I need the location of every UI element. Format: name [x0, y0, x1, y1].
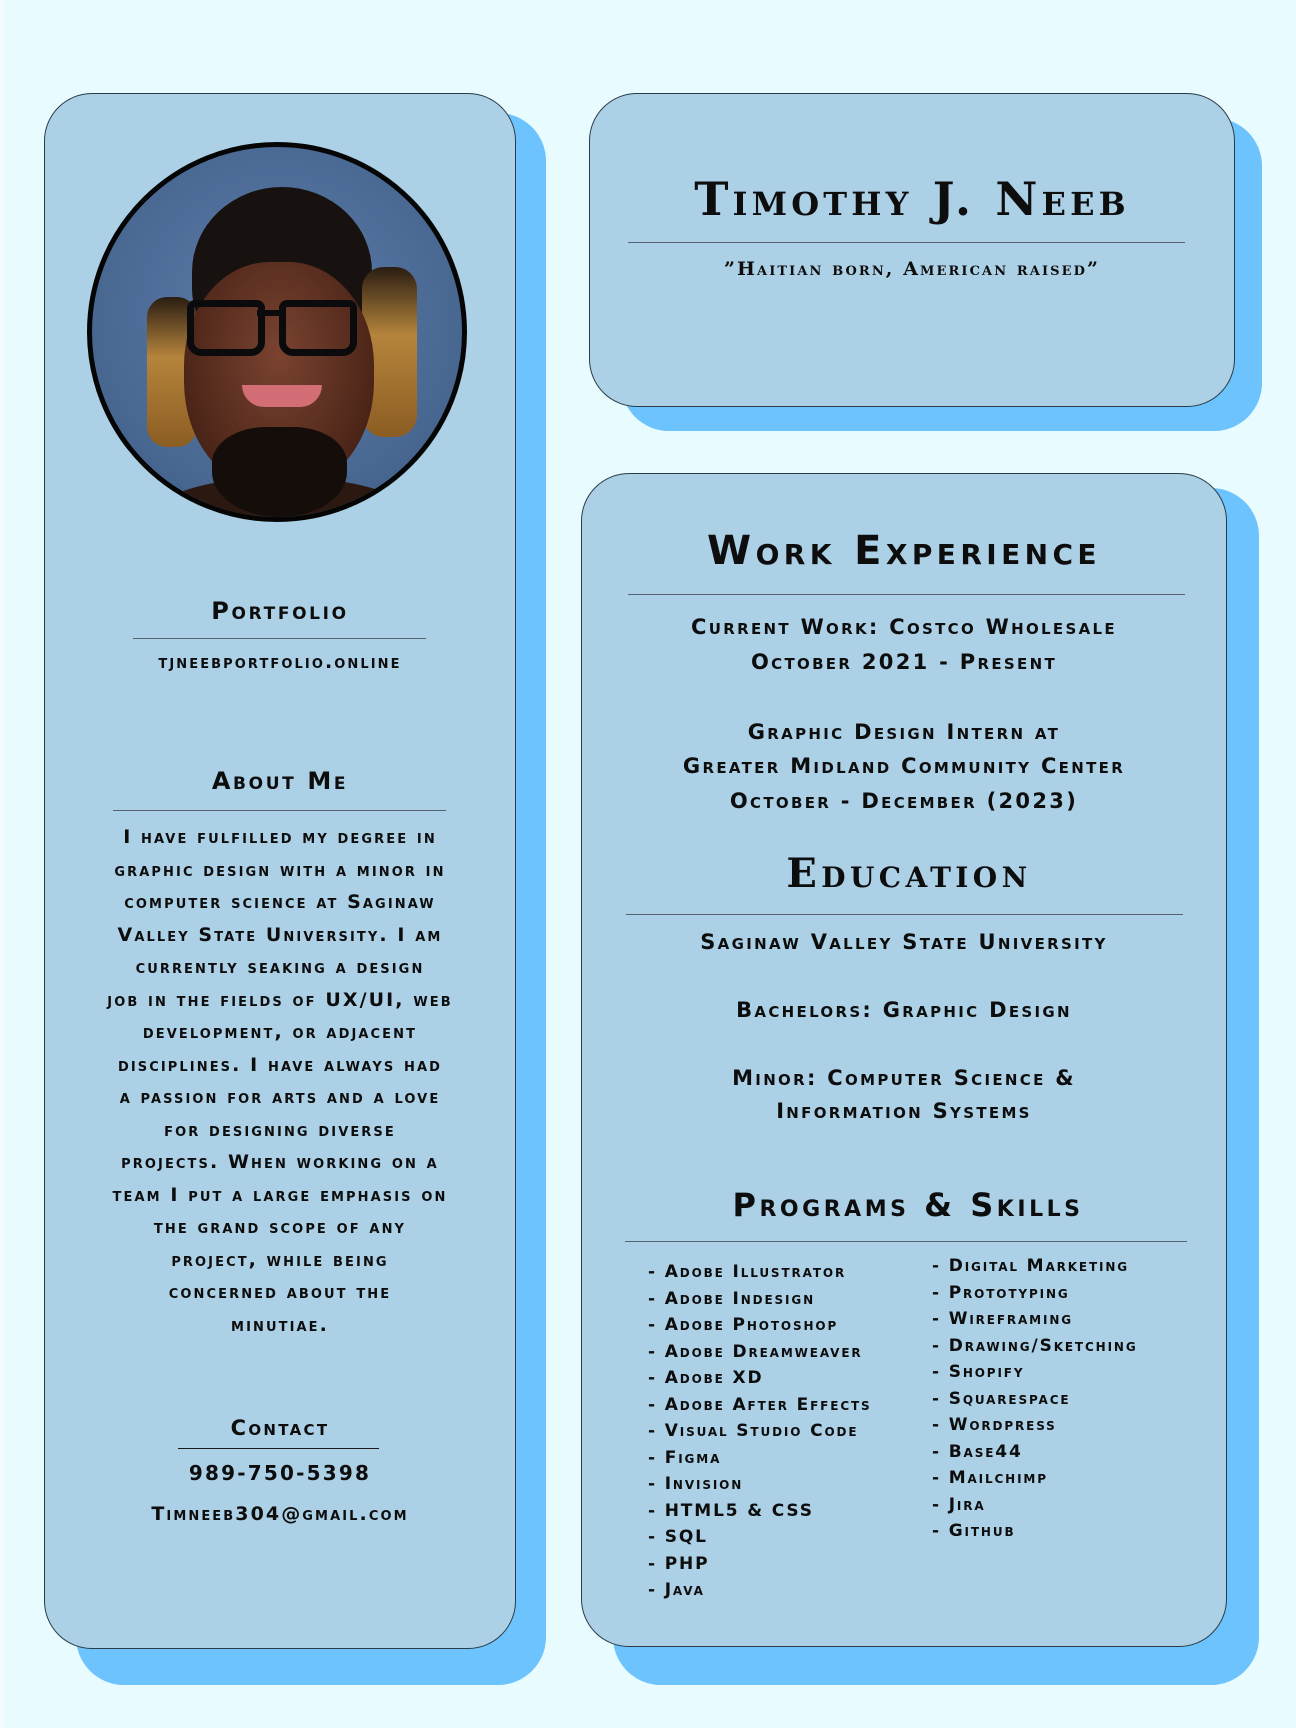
skill-item: - Adobe After Effects — [648, 1394, 872, 1415]
page-title: Timothy J. Neeb — [694, 172, 1130, 226]
about-line: development, or adjacent — [142, 1021, 418, 1043]
about-line: the grand scope of any — [153, 1216, 407, 1238]
contact-phone[interactable]: 989-750-5398 — [188, 1461, 372, 1485]
skill-item: - Digital Marketing — [932, 1256, 1129, 1276]
about-line: Valley State University. I am — [117, 923, 443, 946]
work-line: October 2021 - Present — [750, 650, 1057, 674]
work-line: Current Work: Costco Wholesale — [691, 615, 1117, 639]
about-line: graphic design with a minor in — [114, 858, 446, 881]
contact-email[interactable]: Timneeb304@gmail.com — [151, 1503, 409, 1525]
about-line: job in the fields of UX/UI, web — [107, 988, 453, 1011]
skill-item: - Wireframing — [932, 1309, 1073, 1329]
about-line: a passion for arts and a love — [119, 1086, 441, 1108]
skill-item: - Adobe Illustrator — [648, 1262, 847, 1282]
work-line: Graphic Design Intern at — [747, 720, 1061, 744]
skill-item: - HTML5 & CSS — [648, 1500, 814, 1521]
skill-item: - SQL — [648, 1527, 708, 1547]
about-line: project, while being — [171, 1248, 389, 1271]
work-line: Greater Midland Community Center — [682, 754, 1126, 778]
skill-item: - Visual Studio Code — [648, 1421, 859, 1441]
about-line: minutiae. — [231, 1313, 329, 1336]
about-heading: About Me — [211, 767, 349, 795]
skill-item: - Drawing/Sketching — [932, 1335, 1138, 1356]
portfolio-divider — [133, 638, 426, 639]
skill-item: - Invision — [648, 1474, 744, 1494]
skill-item: - PHP — [648, 1553, 710, 1574]
contact-heading: Contact — [230, 1416, 330, 1440]
work-heading: Work Experience — [707, 528, 1101, 574]
skills-divider — [625, 1241, 1187, 1242]
about-line: disciplines. I have always had — [117, 1053, 442, 1076]
skill-item: - Shopify — [932, 1362, 1025, 1382]
skill-item: - Jira — [932, 1494, 986, 1515]
skill-item: - Prototyping — [932, 1282, 1070, 1303]
education-heading: Education — [786, 850, 1032, 897]
about-line: concerned about the — [168, 1281, 392, 1303]
education-bachelors: Bachelors: Graphic Design — [736, 998, 1072, 1022]
work-line: October - December (2023) — [729, 789, 1079, 813]
skill-item: - Wordpress — [932, 1415, 1057, 1435]
about-line: for designing diverse — [164, 1118, 396, 1141]
contact-divider — [178, 1448, 379, 1449]
skill-item: - Github — [932, 1521, 1016, 1541]
education-divider — [626, 914, 1183, 915]
skill-item: - Java — [648, 1580, 705, 1600]
about-paragraph — [44, 821, 516, 1341]
portfolio-link[interactable]: tjneebportfolio.online — [158, 651, 402, 673]
skills-heading: Programs & Skills — [732, 1186, 1084, 1224]
skills-list-abilities — [932, 1253, 1138, 1545]
skills-list-programs — [648, 1259, 872, 1604]
skill-item: - Adobe Indesign — [648, 1288, 816, 1309]
about-divider — [113, 810, 446, 811]
page-edge — [0, 0, 4, 1728]
about-line: currently seaking a design — [135, 956, 425, 978]
sidebar-content — [44, 0, 516, 1728]
skill-item: - Squarespace — [932, 1388, 1071, 1409]
portfolio-heading: Portfolio — [211, 597, 349, 625]
about-line: team I put a large emphasis on — [112, 1183, 448, 1206]
skill-item: - Adobe Photoshop — [648, 1315, 839, 1335]
work-divider — [628, 594, 1185, 595]
skill-item: - Adobe XD — [648, 1368, 764, 1388]
education-minor: Minor: Computer Science & — [732, 1066, 1076, 1090]
skill-item: - Adobe Dreamweaver — [648, 1341, 863, 1362]
skill-item: - Mailchimp — [932, 1468, 1048, 1488]
education-minor-cont: Information Systems — [776, 1099, 1032, 1123]
skill-item: - Figma — [648, 1447, 722, 1468]
education-school: Saginaw Valley State University — [700, 930, 1108, 954]
about-line: I have fulfilled my degree in — [123, 826, 437, 848]
skill-item: - Base44 — [932, 1441, 1023, 1462]
about-line: projects. When working on a — [121, 1151, 439, 1173]
about-line: computer science at Saginaw — [124, 891, 436, 913]
tagline: ”Haitian born, American raised” — [724, 258, 1100, 280]
